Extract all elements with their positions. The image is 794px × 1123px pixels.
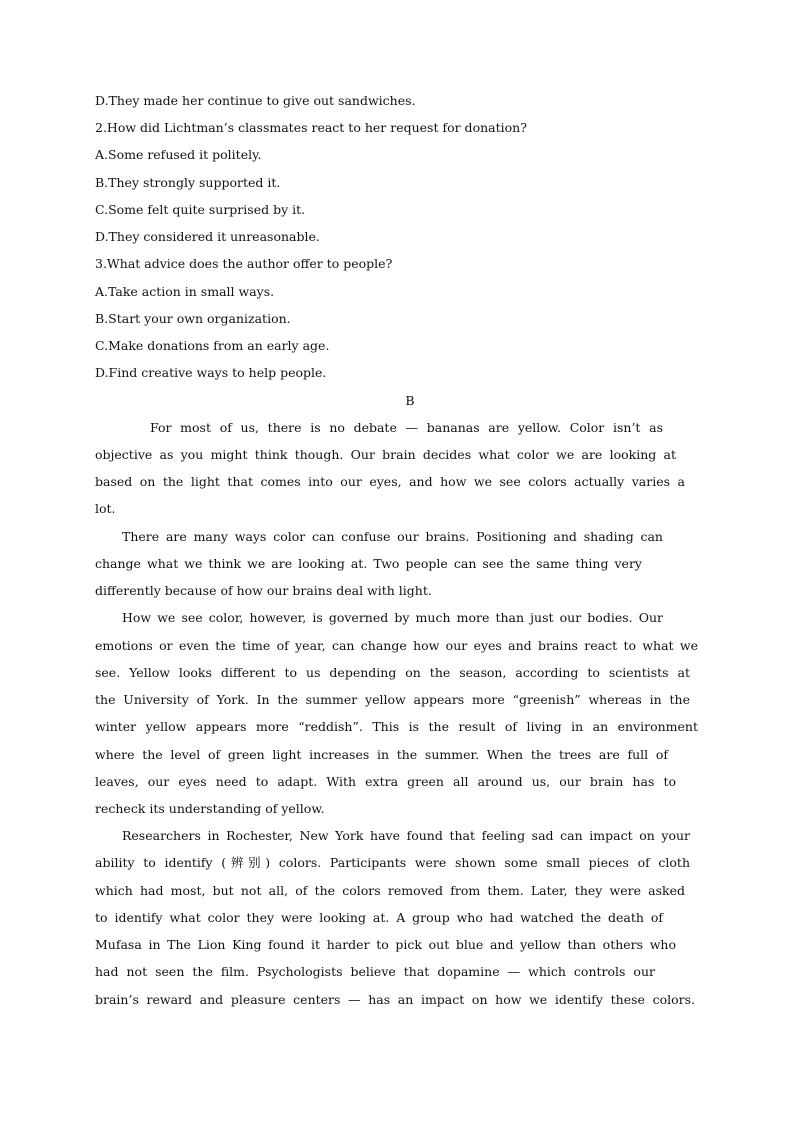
paragraph-2-line-3: differently because of how our brains deal with light. [95,583,432,598]
question-2-option-b: B.They strongly supported it. [95,175,281,190]
question-2-stem: 2.How did Lichtman’s classmates react to her request for donation? [95,120,527,135]
paragraph-3-line-4: the University of York. In the summer yellow appears more “greenish” whereas in the [95,692,690,707]
question-3-option-b: B.Start your own organization. [95,311,291,326]
paragraph-1-line-3: based on the light that comes into our eyes, and how we see colors actually varies a [95,474,685,489]
question-3-option-a: A.Take action in small ways. [95,284,275,299]
passage-heading: B [405,393,415,408]
paragraph-4-line-7: brain’s reward and pleasure centers — has an impact on how we identify these colors. [95,992,695,1007]
question-1-option-d: D.They made her continue to give out sandwiches. [95,93,416,108]
paragraph-4-line-5: Mufasa in The Lion King found it harder to pick out blue and yellow than others who [95,937,676,952]
paragraph-2-line-1: There are many ways color can confuse our brains. Positioning and shading can [122,529,663,544]
paragraph-3-line-3: see. Yellow looks different to us depending on the season, according to scientists at [95,665,690,680]
paragraph-3-line-6: where the level of green light increases in the summer. When the trees are full of [95,747,668,762]
paragraph-1-line-1: For most of us, there is no debate — bananas are yellow. Color isn’t as [150,420,663,435]
paragraph-4-line-3: which had most, but not all, of the colors removed from them. Later, they were asked [95,883,685,898]
paragraph-3-line-7: leaves, our eyes need to adapt. With extra green all around us, our brain has to [95,774,676,789]
paragraph-4-line-2: ability to identify (辨别) colors. Participants were shown some small pieces of cloth [95,855,690,870]
paragraph-1-line-2: objective as you might think though. Our brain decides what color we are looking at [95,447,676,462]
paragraph-2-line-2: change what we think we are looking at. Two people can see the same thing very [95,556,642,571]
question-2-option-d: D.They considered it unreasonable. [95,229,320,244]
paragraph-4-line-1: Researchers in Rochester, New York have found that feeling sad can impact on your [122,828,690,843]
question-2-option-c: C.Some felt quite surprised by it. [95,202,306,217]
paragraph-1-line-4: lot. [95,501,116,516]
paragraph-3-line-5: winter yellow appears more “reddish”. This is the result of living in an environment [95,719,698,734]
question-2-option-a: A.Some refused it politely. [95,147,262,162]
paragraph-4-line-6: had not seen the film. Psychologists believe that dopamine — which controls our [95,964,655,979]
paragraph-3-line-1: How we see color, however, is governed by much more than just our bodies. Our [122,610,663,625]
paragraph-3-line-2: emotions or even the time of year, can change how our eyes and brains react to what we [95,638,698,653]
paragraph-4-line-4: to identify what color they were looking at. A group who had watched the death of [95,910,663,925]
question-3-stem: 3.What advice does the author offer to people? [95,256,393,271]
question-3-option-d: D.Find creative ways to help people. [95,365,327,380]
question-3-option-c: C.Make donations from an early age. [95,338,330,353]
paragraph-3-line-8: recheck its understanding of yellow. [95,801,325,816]
